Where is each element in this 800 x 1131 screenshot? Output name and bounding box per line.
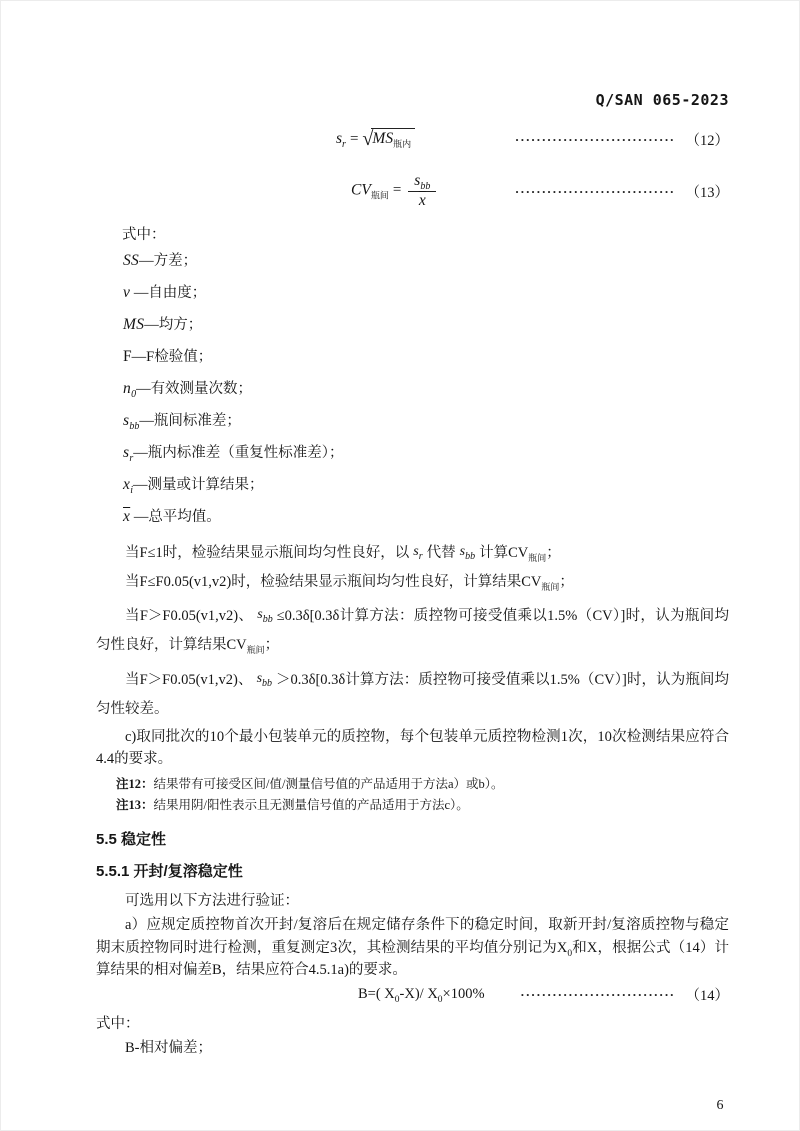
definition-row-xi: [96, 475, 729, 495]
symbol-n0: [123, 380, 137, 401]
definition-row-ss: [96, 251, 729, 271]
note-13: [96, 795, 729, 816]
note-12-text: 结果带有可接受区间/值/测量信号值的产品适用于方法a）或b）。: [153, 777, 504, 791]
numerator-symbol: s: [414, 171, 421, 189]
page-number: 6: [716, 1098, 724, 1113]
paragraph-text: ；: [559, 574, 574, 590]
formula-14-number: （14）: [685, 988, 729, 1004]
formula-13-expression: [351, 173, 436, 210]
symbol-sub: r: [418, 550, 423, 562]
paragraph-text: ≤0.3δ[0.3δ计算方法：质控物可接受值乘以1.5%（CV）]时，认为瓶间均匀性良好，计算结果CV: [96, 608, 729, 653]
where-label: 式中：: [96, 1015, 140, 1032]
paragraph-text: 和X，根据公式（14）计算结果的相对偏差B，结果应符合4.5.1a)的要求。: [96, 939, 729, 978]
sqrt-sign: √: [362, 127, 374, 150]
numerator-sub: bb: [420, 180, 431, 192]
symbol-ss: [123, 252, 139, 269]
symbol-text: SS: [123, 252, 140, 269]
equals-sign: =: [392, 182, 402, 199]
definition-text: —瓶间标准差；: [139, 413, 241, 429]
x0-subscript: 0: [437, 994, 443, 1005]
symbol-text: s: [123, 444, 130, 461]
formula-14: [96, 982, 729, 1008]
formula-text: -X)/ X: [399, 986, 438, 1002]
symbol-sub: 0: [131, 389, 137, 401]
note-12-label: 注12：: [116, 777, 154, 791]
symbol-xi: [123, 476, 133, 497]
doc-code-header: Q/SAN 065-2023: [595, 91, 729, 109]
paragraph-text: 当F≤F0.05(v1,v2)时，检验结果显示瓶间均匀性良好，计算结果CV: [125, 574, 542, 590]
x0-subscript: 0: [567, 948, 573, 959]
definition-row-b: B-相对偏差；: [125, 1039, 212, 1056]
definition-row-ms: [96, 315, 729, 335]
formula-text: ×100%: [442, 986, 485, 1002]
equals-sign: =: [349, 130, 359, 147]
definition-text: —自由度；: [133, 285, 207, 301]
paragraph-text: ；: [264, 637, 280, 653]
symbol-v: [123, 284, 130, 301]
symbol-text: F: [123, 348, 132, 365]
symbol-text: s: [459, 544, 466, 559]
paragraph-f-gt-poor: [96, 666, 729, 724]
inline-symbol-sr: [413, 544, 423, 562]
paragraph-method-intro: 可选用以下方法进行验证：: [125, 893, 299, 909]
formula-text: B=( X: [358, 986, 395, 1002]
definition-row-xbar: [96, 507, 729, 527]
definition-text: —瓶内标准差（重复性标准差）；: [133, 445, 344, 461]
dotted-leader: ·····························: [520, 987, 675, 1002]
note-12: [96, 774, 729, 795]
symbol-sub: r: [129, 453, 134, 465]
dotted-leader: ······························: [514, 183, 675, 199]
paragraph-text: 当F≤1时，检验结果显示瓶间均匀性良好，以: [125, 545, 410, 561]
symbol-text: MS: [123, 316, 145, 333]
paragraph-text: 计算CV: [479, 545, 529, 561]
fraction-denominator: [408, 192, 436, 210]
formula-13-symbol-sub: 瓶间: [370, 190, 389, 201]
sqrt-radicand: [371, 128, 415, 148]
definition-text: —有效测量次数；: [136, 381, 253, 397]
formula-13-number: （13）: [685, 184, 729, 201]
definition-text: —测量或计算结果；: [132, 477, 264, 493]
symbol-text: s: [256, 671, 263, 686]
symbol-sr: [123, 444, 134, 465]
definition-row-n0: [96, 379, 729, 399]
dotted-leader: ······························: [514, 131, 675, 147]
note-13-text: 结果用阴/阳性表示且无测量信号值的产品适用于方法c）。: [153, 798, 469, 812]
symbol-text: s: [123, 412, 130, 429]
symbol-text: s: [413, 544, 419, 559]
formula-13-symbol: CV: [351, 181, 371, 199]
formula-12: [96, 119, 729, 159]
formula-14-expression: [358, 986, 485, 1003]
denominator-symbol: x: [418, 191, 426, 209]
paragraph-text: 当F＞F0.05(v1,v2)、: [125, 672, 253, 688]
cv-subscript: 瓶间: [246, 644, 265, 655]
paragraph-text: ；: [546, 545, 561, 561]
symbol-sbb: [123, 412, 140, 433]
definition-row-sbb: [96, 411, 729, 431]
definition-text: —均方；: [144, 317, 203, 333]
symbol-f: [123, 348, 132, 365]
symbol-text: v: [123, 284, 131, 301]
section-heading-5-5-1: 5.5.1 开封/复溶稳定性: [96, 863, 243, 880]
cv-subscript: 瓶间: [541, 581, 560, 592]
symbol-text: s: [257, 607, 263, 622]
symbol-ms: [123, 316, 144, 333]
note-13-label: 注13：: [116, 798, 154, 812]
symbol-sub: i: [130, 485, 133, 497]
fraction: [408, 173, 436, 210]
notes-block: [96, 774, 729, 816]
x0-subscript: 0: [394, 994, 400, 1005]
symbol-sub: bb: [465, 550, 476, 562]
paragraph-f-le-f005: [96, 568, 729, 596]
inline-symbol-sbb: [459, 544, 476, 562]
fraction-numerator: [408, 173, 436, 192]
definition-row-sr: [96, 443, 729, 463]
definition-text: —方差；: [139, 253, 198, 269]
paragraph-method-c: c)取同批次的10个最小包装单元的质控物，每个包装单元质控物检测1次，10次检测结果应符合4.4的要求。: [96, 729, 729, 767]
formula-13: [96, 165, 729, 217]
sqrt-radical: [362, 127, 415, 150]
inline-symbol-sbb: [257, 607, 273, 625]
paragraph-f-le-1: [96, 539, 729, 568]
section-heading-5-5: 5.5 稳定性: [96, 831, 167, 848]
paragraph-method-a: [96, 914, 729, 982]
radicand-symbol: MS: [372, 129, 394, 147]
radicand-sub: 瓶内: [393, 138, 412, 149]
definition-text: —总平均值。: [133, 509, 221, 525]
definition-text: —F检验值；: [131, 349, 213, 365]
where-label: 式中：: [122, 227, 166, 243]
definition-row-f: [96, 347, 729, 367]
definition-row-v: [96, 283, 729, 303]
paragraph-text: 代替: [426, 545, 456, 561]
symbol-text: n: [123, 380, 132, 397]
formula-12-symbol: s: [336, 129, 343, 147]
paragraph-text: ＞0.3δ[0.3δ计算方法：质控物可接受值乘以1.5%（CV）]时，认为瓶间均匀性较差。: [96, 672, 729, 717]
symbol-text: $\overline{x}$: [123, 508, 131, 525]
paragraph-text: a）应规定质控物首次开封/复溶后在规定储存条件下的稳定时间，取新开封/复溶质控物与稳定期末质控物同时进行检测，重复测定3次，其检测结果的平均值分别记为X: [96, 917, 729, 956]
symbol-sub: bb: [129, 421, 140, 433]
symbol-text: x: [123, 476, 131, 493]
symbol-sub: bb: [262, 613, 273, 625]
symbol-xbar: [123, 508, 130, 525]
formula-12-symbol-sub: r: [342, 138, 346, 150]
paragraph-f-gt-good: [96, 602, 729, 660]
inline-symbol-sbb: [256, 671, 273, 689]
symbol-sub: bb: [262, 677, 273, 689]
formula-12-number: （12）: [685, 132, 729, 149]
cv-subscript: 瓶间: [528, 552, 547, 563]
formula-12-expression: [336, 128, 415, 151]
paragraph-text: 当F＞F0.05(v1,v2)、: [125, 608, 254, 624]
definitions-list: [96, 251, 729, 527]
